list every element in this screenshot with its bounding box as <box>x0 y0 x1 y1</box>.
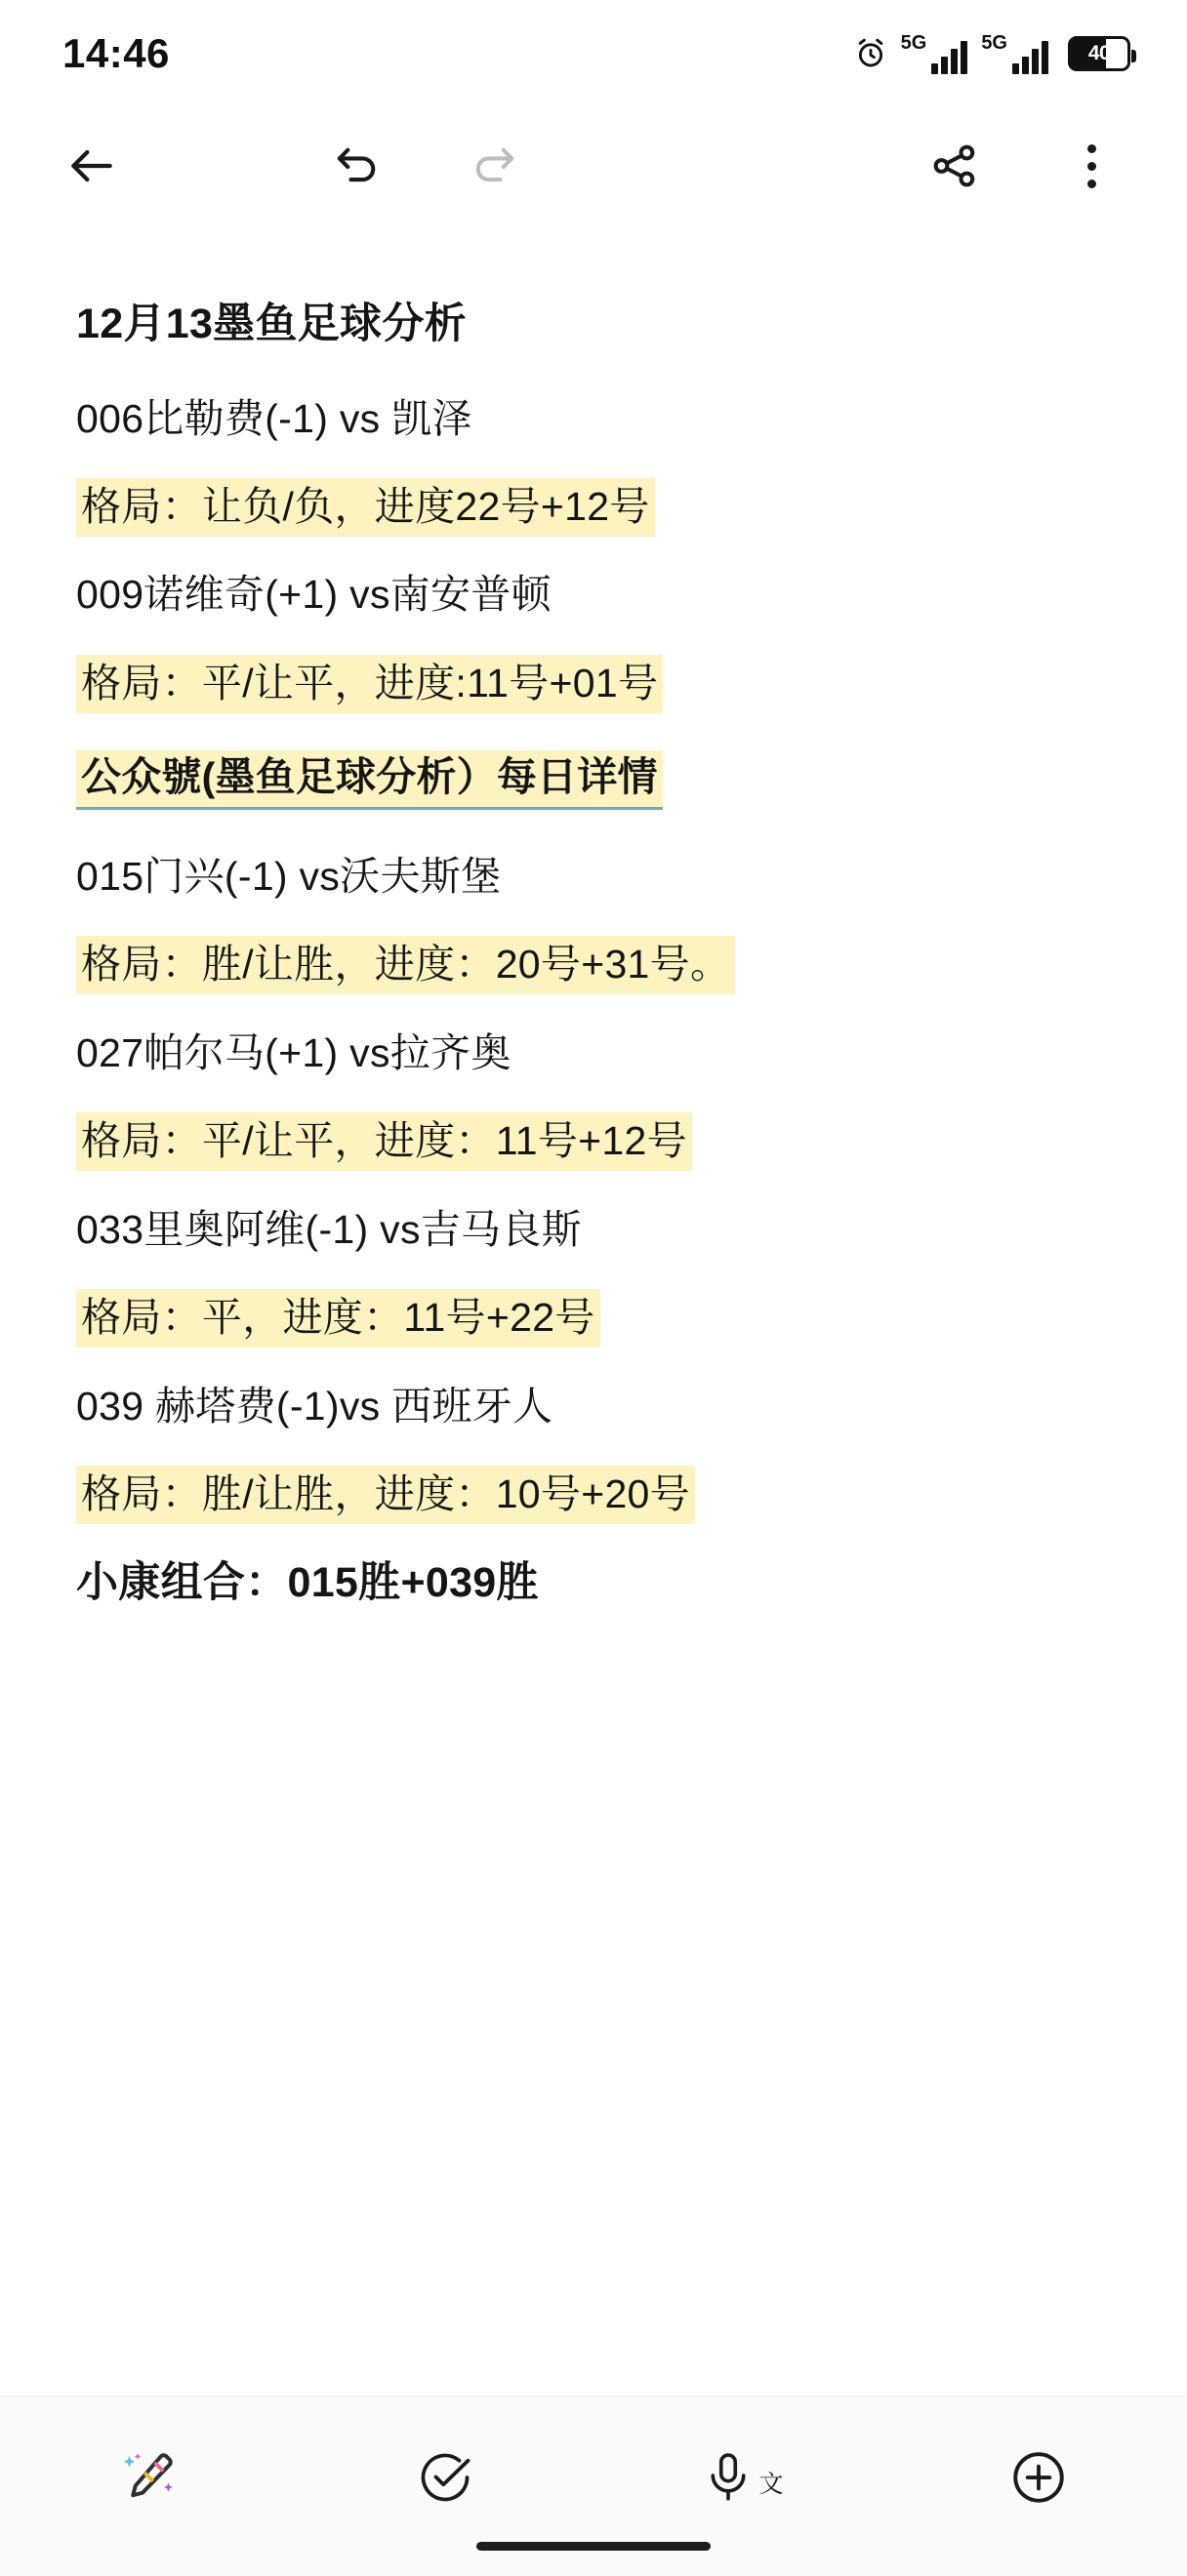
sim2-bars <box>1012 41 1048 74</box>
note-line-13 <box>76 1473 1111 1515</box>
note-line-13-text: 格局：胜/让胜，进度：10号+20号 <box>76 1466 695 1524</box>
note-line-3 <box>76 574 1111 616</box>
voice-input-icon <box>700 2449 757 2506</box>
note-line-10-text: 033里奥阿维(-1) vs吉马良斯 <box>76 1206 582 1252</box>
toolbar <box>0 107 1187 224</box>
note-line-4-text: 格局：平/让平，进度:11号+01号 <box>76 655 663 713</box>
add-circle-icon <box>1008 2447 1069 2508</box>
note-line-1 <box>76 395 1111 441</box>
note-line-1-text: 006比勒费(-1) vs 凯泽 <box>76 395 472 441</box>
sim1-network-label: 5G <box>900 32 927 54</box>
magic-pen-icon <box>119 2448 178 2507</box>
note-line-4 <box>76 660 1111 705</box>
note-line-7 <box>76 944 1111 986</box>
share-button[interactable] <box>910 121 1000 211</box>
status-icons <box>854 33 1130 74</box>
note-line-5 <box>76 750 1111 809</box>
note-line-11 <box>76 1297 1111 1339</box>
note-line-11-text: 格局：平，进度：11号+22号 <box>76 1289 600 1348</box>
document-title: 12月13墨鱼足球分析 <box>76 301 467 347</box>
undo-icon <box>332 141 383 191</box>
more-vertical-icon <box>1087 144 1096 188</box>
back-button[interactable] <box>47 121 137 211</box>
check-circle-icon <box>416 2448 474 2507</box>
voice-input-button[interactable] <box>594 2434 890 2521</box>
note-line-9-text: 格局：平/让平，进度：11号+12号 <box>76 1112 692 1171</box>
battery-icon <box>1068 36 1130 71</box>
redo-icon <box>469 141 519 191</box>
note-line-3-text: 009诺维奇(+1) vs南安普顿 <box>76 572 552 618</box>
sim2-network-label: 5G <box>981 32 1007 54</box>
status-bar <box>0 0 1187 107</box>
status-clock: 14:46 <box>62 30 170 76</box>
document-footer: 小康组合：015胜+039胜 <box>76 1559 539 1607</box>
share-icon <box>928 140 981 192</box>
sim1-bars <box>931 41 967 74</box>
note-line-12 <box>76 1383 1111 1429</box>
document-body[interactable] <box>0 224 1187 1606</box>
back-arrow-icon <box>64 139 119 193</box>
note-line-6 <box>76 853 1111 899</box>
alarm-icon <box>854 37 887 70</box>
voice-input-label: 文 <box>758 2471 784 2498</box>
sim1-signal <box>901 33 968 74</box>
more-options-button[interactable] <box>1046 121 1136 211</box>
battery-percent: 40 <box>1087 42 1111 64</box>
undo-button[interactable] <box>312 121 402 211</box>
note-line-8-text: 027帕尔马(+1) vs拉齐奥 <box>76 1029 512 1075</box>
sim2-signal <box>981 33 1048 74</box>
note-line-8 <box>76 1029 1111 1075</box>
check-circle-button[interactable] <box>297 2434 594 2521</box>
redo-button[interactable] <box>449 121 539 211</box>
note-line-2-text: 格局：让负/负，进度22号+12号 <box>76 478 655 537</box>
note-line-9 <box>76 1120 1111 1162</box>
note-line-10 <box>76 1206 1111 1252</box>
note-line-6-text: 015门兴(-1) vs沃夫斯堡 <box>76 853 502 899</box>
bottom-toolbar <box>0 2395 1187 2576</box>
note-line-12-text: 039 赫塔费(-1)vs 西班牙人 <box>76 1383 553 1429</box>
add-button[interactable] <box>890 2434 1187 2521</box>
magic-pen-button[interactable] <box>0 2434 297 2521</box>
note-line-2 <box>76 486 1111 528</box>
note-line-7-text: 格局：胜/让胜，进度：20号+31号。 <box>76 936 735 994</box>
note-line-5-text: 公众號(墨鱼足球分析）每日详情 <box>76 750 663 809</box>
home-indicator[interactable] <box>476 2542 711 2551</box>
voice-input-wrap <box>700 2449 783 2506</box>
